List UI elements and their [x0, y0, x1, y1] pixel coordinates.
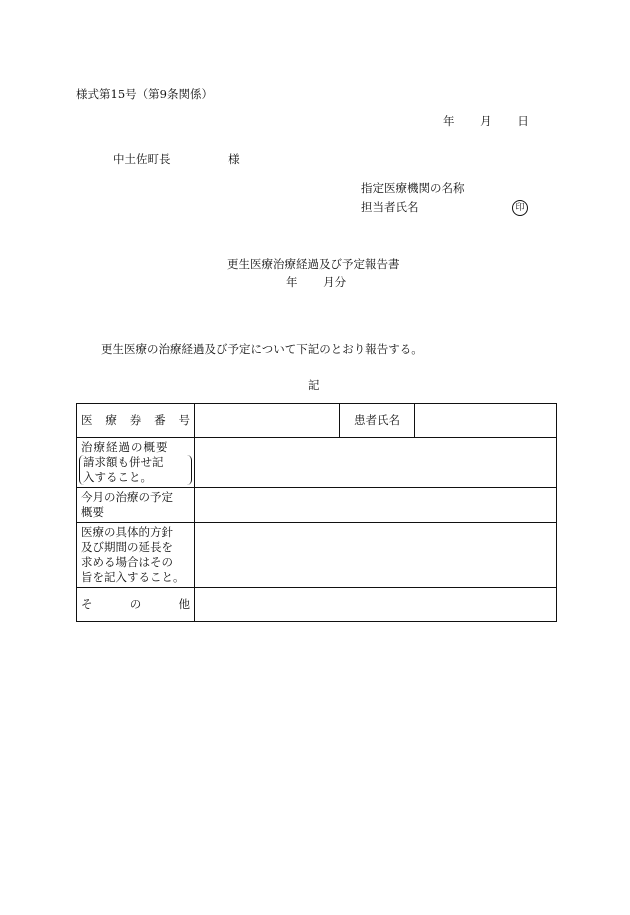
- seal-mark: [512, 199, 528, 216]
- body-text: 更生医療の治療経過及び予定について下記のとおり報告する。: [101, 342, 423, 356]
- document-title: 更生医療治療経過及び予定報告書: [227, 257, 400, 271]
- label-line: 概要: [81, 505, 104, 519]
- ticket-number-field[interactable]: [195, 404, 340, 438]
- addressee: [113, 151, 240, 167]
- policy-extension-field[interactable]: [195, 523, 557, 588]
- period-year: 年: [286, 275, 298, 289]
- ki-heading: 記: [308, 378, 320, 392]
- person-name-label: 担当者氏名: [361, 200, 419, 214]
- table-row: [77, 404, 557, 438]
- label-line: 治療経過の概要: [81, 440, 169, 454]
- date-day: 日: [517, 114, 529, 128]
- label-char: の: [129, 597, 142, 611]
- table-row: [77, 588, 557, 622]
- label-char: 号: [178, 413, 190, 427]
- month-plan-label: [77, 488, 195, 523]
- progress-summary-label: [77, 438, 195, 488]
- table-row: [77, 438, 557, 488]
- patient-name-field[interactable]: [415, 404, 557, 438]
- label-char: 券: [129, 413, 142, 427]
- label-line: 医療の具体的方針: [81, 525, 173, 539]
- ticket-number-label: [77, 404, 195, 438]
- label-char: 番: [154, 413, 166, 427]
- date-year: 年: [443, 114, 455, 128]
- table-row: [77, 488, 557, 523]
- label-char: 療: [105, 413, 117, 427]
- period-month: 月分: [323, 275, 347, 289]
- seal-icon: 印: [512, 200, 528, 216]
- label-char: そ: [81, 597, 93, 611]
- date-line: [443, 113, 529, 129]
- report-period: [286, 274, 346, 290]
- label-char: 他: [178, 597, 190, 611]
- label-line: 求める場合はその: [81, 555, 173, 569]
- date-month: 月: [480, 114, 492, 128]
- label-line: 入すること。: [83, 470, 152, 484]
- month-plan-field[interactable]: [195, 488, 557, 523]
- label-line: 及び期間の延長を: [81, 540, 173, 554]
- addressee-honorific: 様: [228, 152, 240, 166]
- label-char: 医: [81, 413, 93, 427]
- other-field[interactable]: [195, 588, 557, 622]
- other-label: [77, 588, 195, 622]
- label-line: 今月の治療の予定: [81, 490, 173, 504]
- policy-extension-label: [77, 523, 195, 588]
- table-row: [77, 523, 557, 588]
- addressee-name: 中土佐町長: [113, 152, 171, 166]
- label-line: 旨を記入すること。: [81, 570, 185, 584]
- patient-name-label: 患者氏名: [340, 404, 415, 438]
- progress-summary-field[interactable]: [195, 438, 557, 488]
- note-bracket: [79, 455, 192, 485]
- institution-name-label: 指定医療機関の名称: [361, 181, 465, 195]
- label-line: 請求額も併せ記: [83, 455, 164, 469]
- form-number: 様式第15号（第9条関係）: [76, 87, 213, 101]
- report-table: [76, 403, 557, 622]
